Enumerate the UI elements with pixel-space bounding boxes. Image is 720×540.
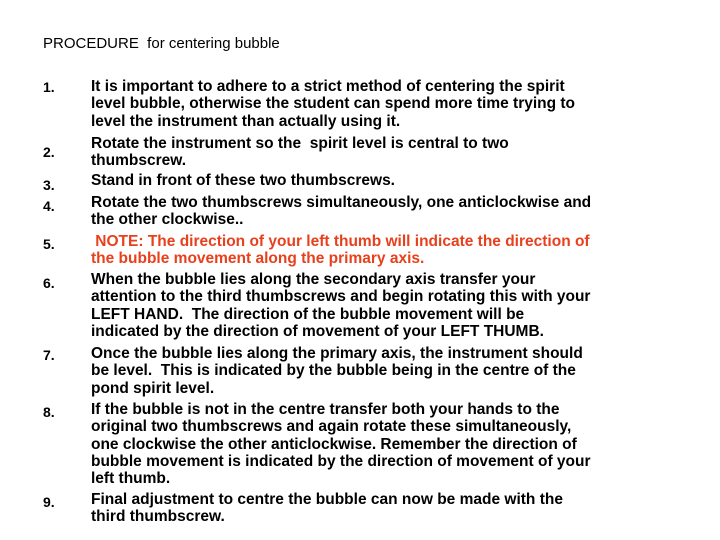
item-text-3: Stand in front of these two thumbscrews. [91, 172, 395, 189]
item-number-8: 8. [43, 404, 55, 420]
item-number-1: 1. [43, 79, 55, 95]
item-text-9: Final adjustment to centre the bubble can now be made with the third thumbscrew. [91, 491, 563, 526]
item-text-1: It is important to adhere to a strict method of centering the spirit level bubble, otherwise the student can spend more time trying to level the instrument than actually using it. [91, 78, 576, 130]
document-title: PROCEDURE for centering bubble [43, 35, 280, 52]
item-text-5-note: NOTE: The direction of your left thumb will indicate the direction of the bubble movement along the primary axis. [91, 233, 590, 268]
item-text-4: Rotate the two thumbscrews simultaneously, one anticlockwise and the other clockwise.. [91, 194, 592, 229]
item-number-6: 6. [43, 275, 55, 291]
item-number-9: 9. [43, 494, 55, 510]
item-number-7: 7. [43, 347, 55, 363]
item-number-2: 2. [43, 144, 55, 160]
item-number-3: 3. [43, 177, 55, 193]
item-text-7: Once the bubble lies along the primary axis, the instrument should be level. This is indicated by the bubble being in the centre of the pond spirit level. [91, 345, 583, 397]
item-number-4: 4. [43, 198, 55, 214]
item-text-8: If the bubble is not in the centre transfer both your hands to the original two thumbscrews and again rotate these simultaneously, one clockwise the other anticlockwise. Remember the direction of bubble movement is indicated by the direction of movement of your left thumb. [91, 401, 591, 488]
item-text-2: Rotate the instrument so the spirit level is central to two thumbscrew. [91, 135, 509, 170]
item-text-6: When the bubble lies along the secondary axis transfer your attention to the third thumbscrews and begin rotating this with your LEFT HAND. The direction of the bubble movement will be indicated by the direction of movement of your LEFT THUMB. [91, 271, 591, 340]
item-number-5: 5. [43, 236, 55, 252]
